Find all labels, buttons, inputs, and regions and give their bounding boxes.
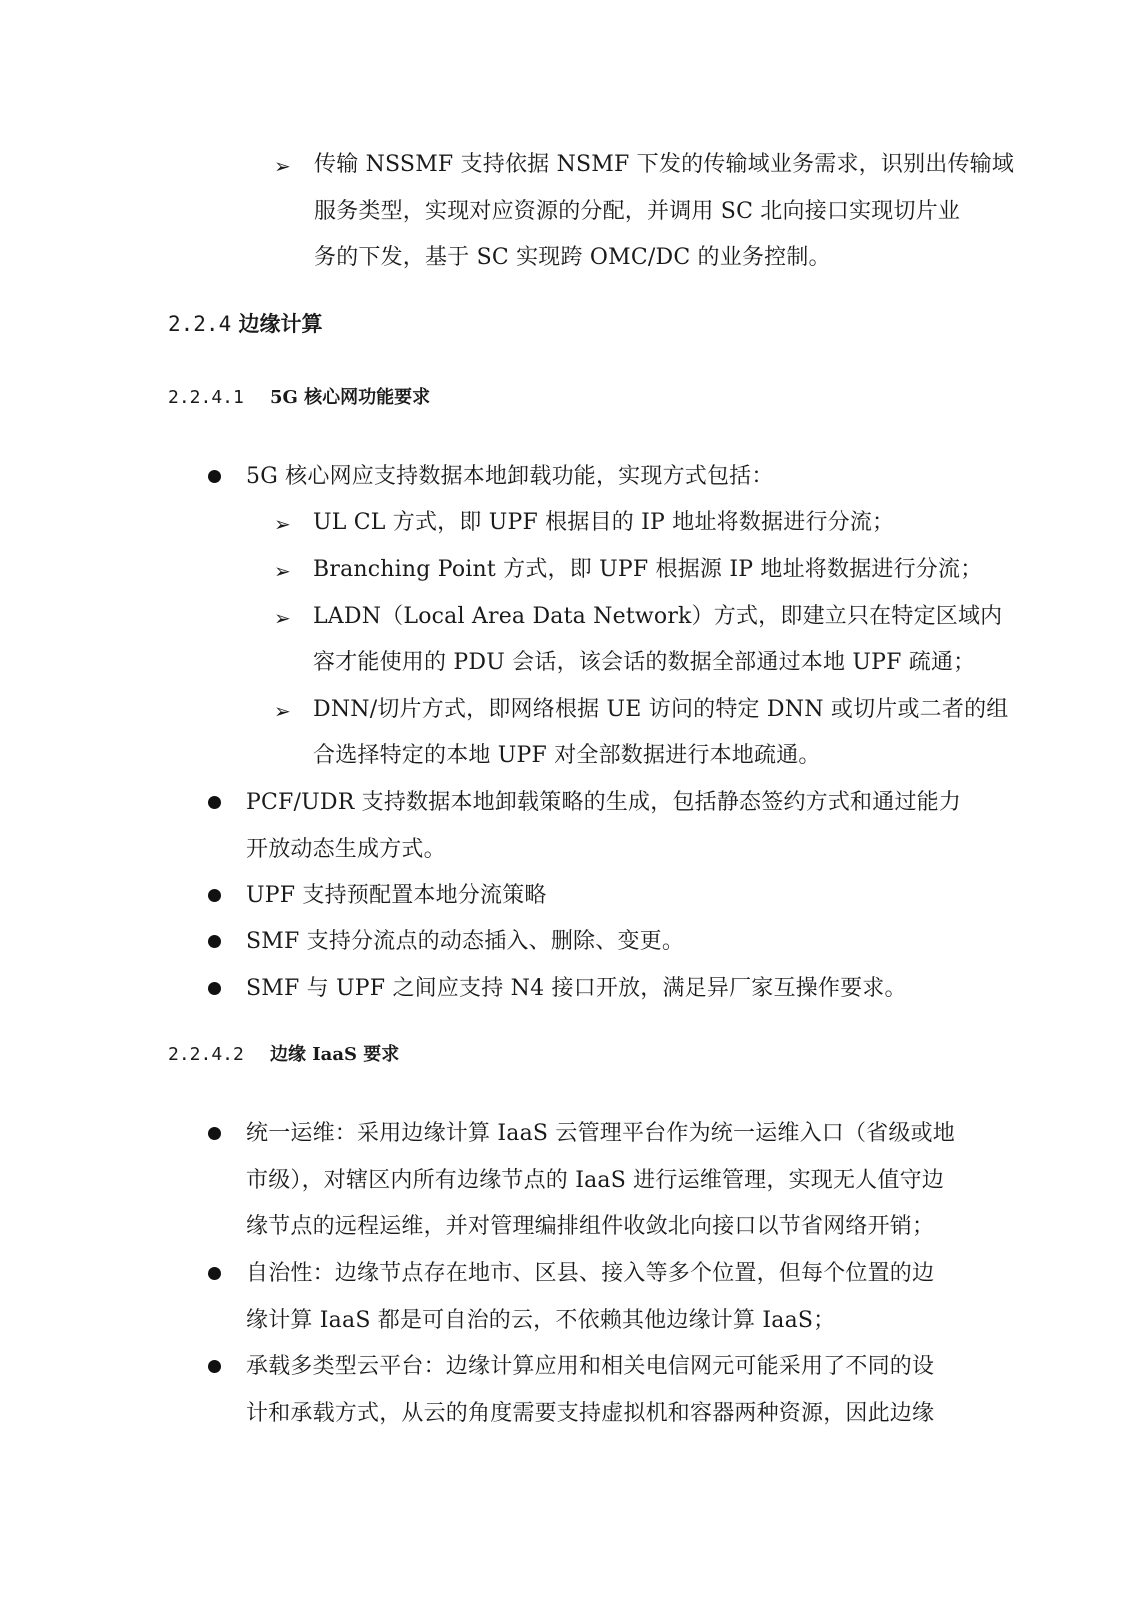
- bullet-dot-icon: [208, 889, 221, 902]
- iaas-bullet-1-line-c: 缘节点的远程运维，并对管理编排组件收敛北向接口以节省网络开销；: [246, 1214, 935, 1239]
- bullet-1-line: 5G 核心网应支持数据本地卸载功能，实现方式包括：: [246, 464, 774, 489]
- section-heading-2-2-4-1: [168, 384, 430, 412]
- arrow-bullet-icon: ➢: [274, 512, 291, 536]
- bullet-dot-icon: [208, 796, 221, 809]
- bullet-dot-icon: [208, 982, 221, 995]
- sub-4-line-b: 合选择特定的本地 UPF 对全部数据进行本地疏通。: [313, 743, 821, 768]
- intro-line-3: 务的下发，基于 SC 实现跨 OMC/DC 的业务控制。: [314, 245, 831, 270]
- bullet-2-line-a: PCF/UDR 支持数据本地卸载策略的生成，包括静态签约方式和通过能力: [246, 790, 962, 815]
- bullet-dot-icon: [208, 935, 221, 948]
- bullet-5-line: SMF 与 UPF 之间应支持 N4 接口开放，满足异厂家互操作要求。: [246, 976, 907, 1001]
- bullet-dot-icon: [208, 1267, 221, 1280]
- section-title: 5G 核心网功能要求: [270, 387, 431, 408]
- intro-line-2: 服务类型，实现对应资源的分配，并调用 SC 北向接口实现切片业: [314, 199, 961, 224]
- iaas-bullet-2-line-b: 缘计算 IaaS 都是可自治的云，不依赖其他边缘计算 IaaS；: [246, 1308, 836, 1333]
- section-title: 边缘 IaaS 要求: [270, 1044, 400, 1065]
- sub-1-line: UL CL 方式，即 UPF 根据目的 IP 地址将数据进行分流；: [313, 510, 895, 535]
- section-title: 边缘计算: [238, 311, 323, 336]
- sub-3-line-b: 容才能使用的 PDU 会话，该会话的数据全部通过本地 UPF 疏通；: [313, 650, 976, 675]
- section-number: 2.2.4.1: [168, 387, 244, 408]
- iaas-bullet-1-line-a: 统一运维：采用边缘计算 IaaS 云管理平台作为统一运维入口（省级或地: [246, 1121, 955, 1146]
- iaas-bullet-3-line-a: 承载多类型云平台：边缘计算应用和相关电信网元可能采用了不同的设: [246, 1354, 935, 1379]
- iaas-bullet-2-line-a: 自治性：边缘节点存在地市、区县、接入等多个位置，但每个位置的边: [246, 1261, 935, 1286]
- section-number: 2.2.4.2: [168, 1044, 244, 1065]
- bullet-dot-icon: [208, 470, 221, 483]
- section-number: 2.2.4: [168, 312, 232, 336]
- bullet-dot-icon: [208, 1127, 221, 1140]
- iaas-bullet-3-line-b: 计和承载方式，从云的角度需要支持虚拟机和容器两种资源，因此边缘: [246, 1401, 935, 1426]
- bullet-4-line: SMF 支持分流点的动态插入、删除、变更。: [246, 929, 685, 954]
- section-heading-2-2-4-2: [168, 1041, 399, 1069]
- sub-4-line-a: DNN/切片方式，即网络根据 UE 访问的特定 DNN 或切片或二者的组: [313, 697, 1009, 722]
- arrow-bullet-icon: ➢: [274, 699, 291, 723]
- section-heading-2-2-4: [168, 309, 323, 339]
- bullet-dot-icon: [208, 1360, 221, 1373]
- sub-3-line-a: LADN（Local Area Data Network）方式，即建立只在特定区域内: [313, 604, 1003, 629]
- sub-2-line: Branching Point 方式，即 UPF 根据源 IP 地址将数据进行分流；: [313, 557, 983, 582]
- iaas-bullet-1-line-b: 市级），对辖区内所有边缘节点的 IaaS 进行运维管理，实现无人值守边: [246, 1168, 944, 1193]
- bullet-2-line-b: 开放动态生成方式。: [246, 837, 446, 862]
- arrow-bullet-icon: ➢: [274, 559, 291, 583]
- intro-line-1: 传输 NSSMF 支持依据 NSMF 下发的传输域业务需求，识别出传输域: [314, 152, 1015, 177]
- arrow-bullet-icon: ➢: [274, 154, 291, 178]
- arrow-bullet-icon: ➢: [274, 606, 291, 630]
- bullet-3-line: UPF 支持预配置本地分流策略: [246, 883, 547, 908]
